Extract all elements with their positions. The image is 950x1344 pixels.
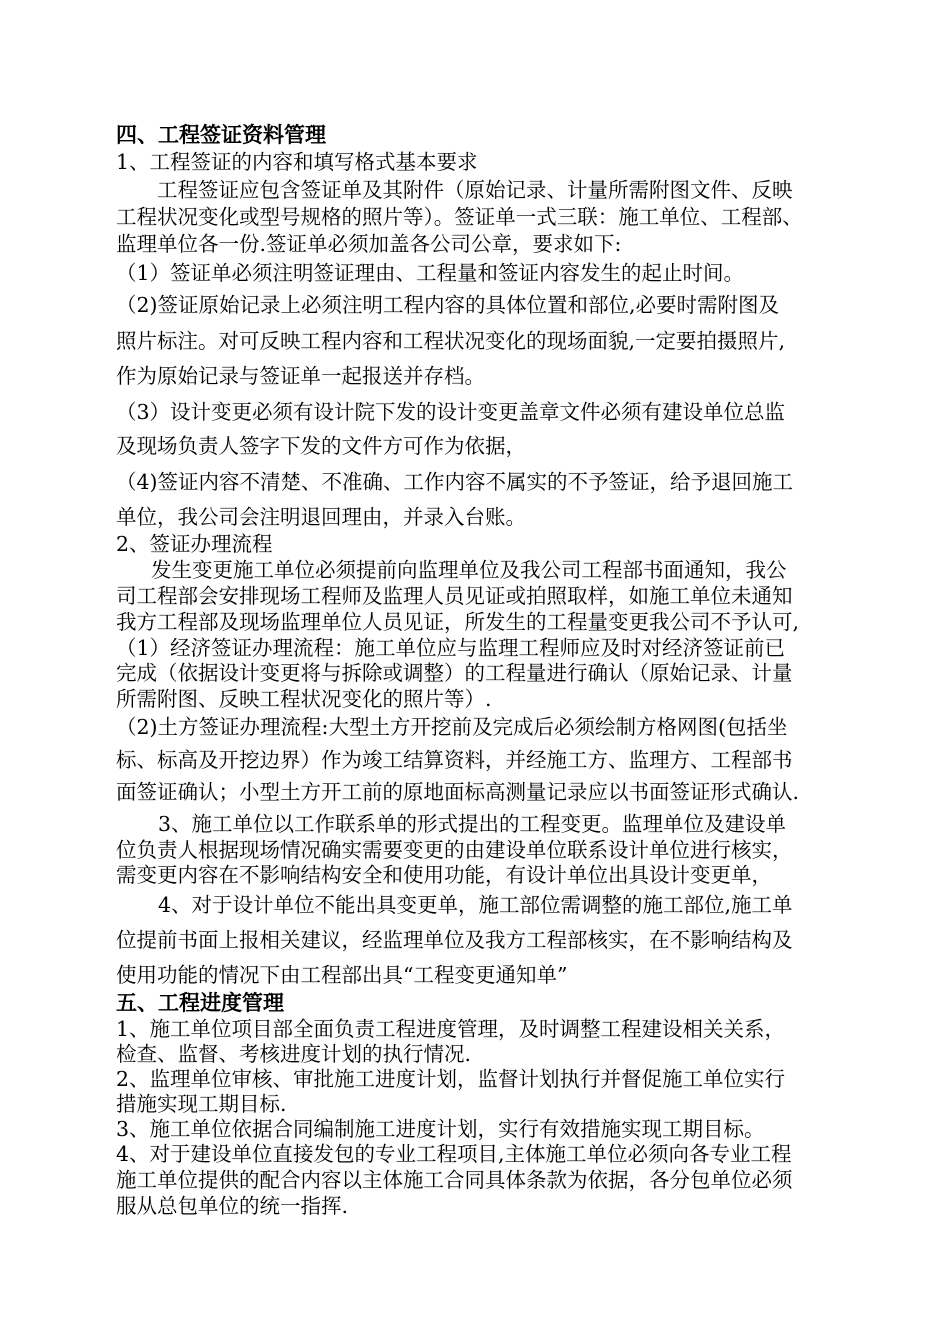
list-item-line: 服从总包单位的统一指挥. bbox=[116, 1194, 349, 1218]
paragraph-line: 工程签证应包含签证单及其附件（原始记录、计量所需附图文件、反映 bbox=[157, 178, 793, 202]
list-item: （1）签证单必须注明签证理由、工程量和签证内容发生的起止时间。 bbox=[116, 261, 745, 285]
paragraph-line: 工程状况变化或型号规格的照片等）。签证单一式三联：施工单位、工程部、 bbox=[116, 205, 803, 229]
list-item-line: 4、对于建设单位直接发包的专业工程项目,主体施工单位必须向各专业工程 bbox=[116, 1142, 792, 1166]
paragraph-line: 监理单位各一份.签证单必须加盖各公司公章，要求如下: bbox=[116, 232, 622, 256]
subheading-1: 1、工程签证的内容和填写格式基本要求 bbox=[116, 150, 478, 174]
list-item-line: 检查、监督、考核进度计划的执行情况. bbox=[116, 1042, 472, 1066]
list-item-line: 单位，我公司会注明退回理由，并录入台账。 bbox=[116, 505, 526, 529]
list-item-line: （2)签证原始记录上必须注明工程内容的具体位置和部位,必要时需附图及 bbox=[116, 293, 780, 317]
list-item-line: 及现场负责人签字下发的文件方可作为依据， bbox=[116, 434, 526, 458]
list-item-line: 措施实现工期目标. bbox=[116, 1092, 287, 1116]
flow-item-line: 所需附图、反映工程状况变化的照片等）. bbox=[116, 687, 492, 711]
paragraph-line: 我方工程部及现场监理单位人员见证，所发生的工程量变更我公司不予认可, bbox=[116, 610, 800, 634]
paragraph-line: 位负责人根据现场情况确实需要变更的由建设单位联系设计单位进行核实， bbox=[116, 838, 793, 862]
list-item-line: 照片标注。对可反映工程内容和工程状况变化的现场面貌,一定要拍摄照片, bbox=[116, 329, 786, 353]
list-item-line: 1、施工单位项目部全面负责工程进度管理，及时调整工程建设相关关系， bbox=[116, 1017, 786, 1041]
subheading-2: 2、签证办理流程 bbox=[116, 532, 273, 556]
paragraph-line: 司工程部会安排现场工程师及监理人员见证或拍照取样，如施工单位未通知 bbox=[116, 584, 793, 608]
list-item-line: 作为原始记录与签证单一起报送并存档。 bbox=[116, 364, 485, 388]
paragraph-line: 位提前书面上报相关建议，经监理单位及我方工程部核实，在不影响结构及 bbox=[116, 928, 793, 952]
section-4-heading: 四、工程签证资料管理 bbox=[116, 123, 326, 147]
flow-item-line: （1）经济签证办理流程：施工单位应与监理工程师应及时对经济签证前已 bbox=[116, 636, 786, 660]
list-item-line: 3、施工单位依据合同编制施工进度计划，实行有效措施实现工期目标。 bbox=[116, 1117, 765, 1141]
flow-item-line: （2)土方签证办理流程:大型土方开挖前及完成后必须绘制方格网图(包括坐 bbox=[116, 715, 788, 739]
paragraph-line: 需变更内容在不影响结构安全和使用功能，有设计单位出具设计变更单， bbox=[116, 863, 772, 887]
section-5-heading: 五、工程进度管理 bbox=[116, 991, 284, 1015]
list-item-line: 2、监理单位审核、审批施工进度计划，监督计划执行并督促施工单位实行 bbox=[116, 1067, 786, 1091]
flow-item-line: 面签证确认；小型土方开工前的原地面标高测量记录应以书面签证形式确认. bbox=[116, 780, 800, 804]
paragraph-line: 4、对于设计单位不能出具变更单，施工部位需调整的施工部位,施工单 bbox=[158, 893, 793, 917]
list-item-line: 施工单位提供的配合内容以主体施工合同具体条款为依据，各分包单位必须 bbox=[116, 1168, 793, 1192]
flow-item-line: 完成（依据设计变更将与拆除或调整）的工程量进行确认（原始记录、计量 bbox=[116, 661, 793, 685]
paragraph-line: 发生变更施工单位必须提前向监理单位及我公司工程部书面通知，我公 bbox=[151, 558, 787, 582]
paragraph-line: 使用功能的情况下由工程部出具“工程变更通知单” bbox=[116, 963, 568, 987]
list-item-line: （4)签证内容不清楚、不准确、工作内容不属实的不予签证，给予退回施工 bbox=[116, 470, 794, 494]
paragraph-line: 3、施工单位以工作联系单的形式提出的工程变更。监理单位及建设单 bbox=[158, 812, 787, 836]
flow-item-line: 标、标高及开挖边界）作为竣工结算资料，并经施工方、监理方、工程部书 bbox=[116, 748, 793, 772]
list-item-line: （3）设计变更必须有设计院下发的设计变更盖章文件必须有建设单位总监 bbox=[116, 400, 786, 424]
